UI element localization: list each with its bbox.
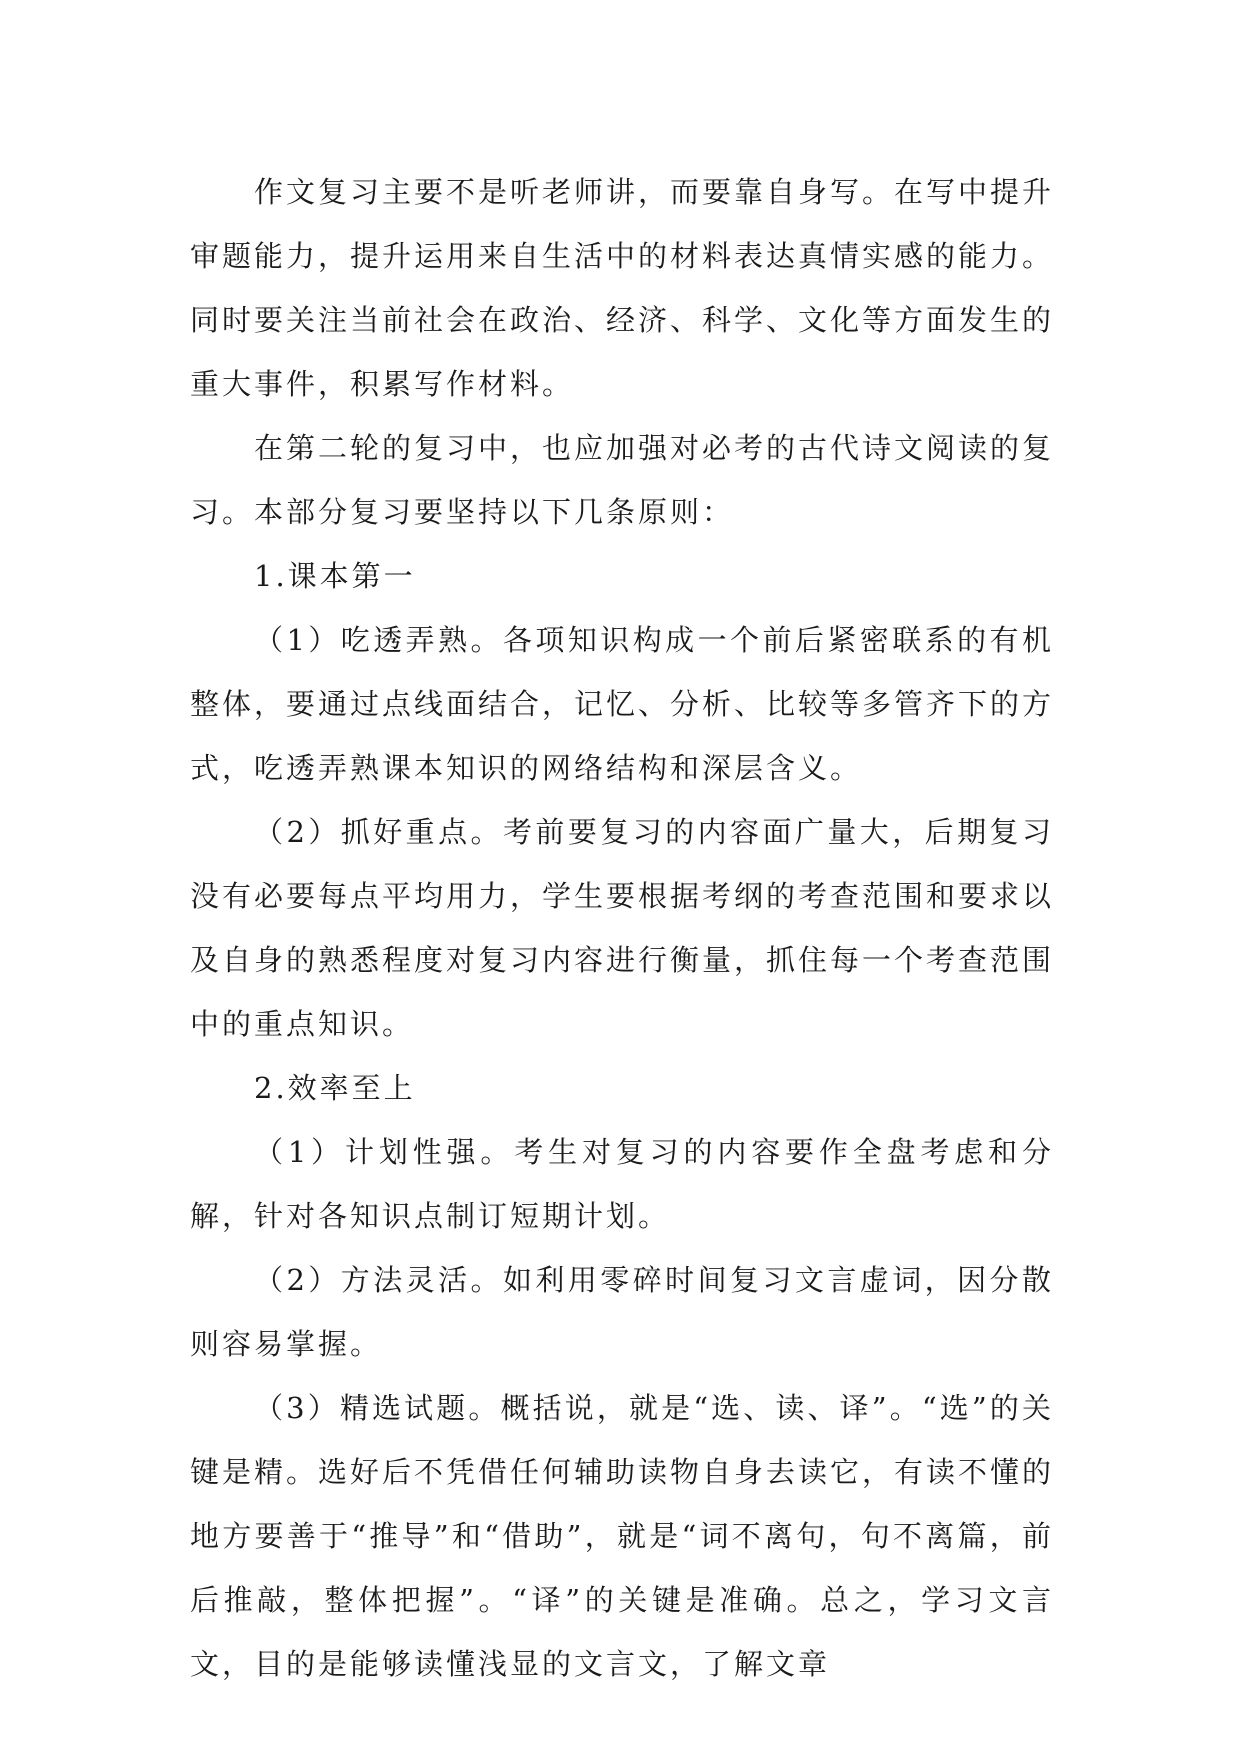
paragraph-essay-review: 作文复习主要不是听老师讲，而要靠自身写。在写中提升审题能力，提升运用来自生活中的材料表达真情实感的能力。同时要关注当前社会在政治、经济、科学、文化等方面发生的重大事件，积累写作材料。 <box>190 175 1055 401</box>
paragraph-focus-key-points: （2）抓好重点。考前要复习的内容面广量大，后期复习没有必要每点平均用力，学生要根据考纲的考查范围和要求以及自身的熟悉程度对复习内容进行衡量，抓住每一个考查范围中的重点知识。 <box>190 815 1055 1041</box>
paragraph-master-thoroughly: （1）吃透弄熟。各项知识构成一个前后紧密联系的有机整体，要通过点线面结合，记忆、分析、比较等多管齐下的方式，吃透弄熟课本知识的网络结构和深层含义。 <box>190 623 1055 785</box>
paragraph-classical-review-intro: 在第二轮的复习中，也应加强对必考的古代诗文阅读的复习。本部分复习要坚持以下几条原则： <box>190 431 1055 529</box>
paragraph-flexible-methods: （2）方法灵活。如利用零碎时间复习文言虚词，因分散则容易掌握。 <box>190 1263 1054 1361</box>
section-heading-efficiency-first: 2.效率至上 <box>254 1071 416 1105</box>
paragraph-select-questions: （3）精选试题。概括说，就是“选、读、译”。“选”的关键是精。选好后不凭借任何辅助读物自身去读它，有读不懂的地方要善于“推导”和“借助”，就是“词不离句，句不离篇，前后推敲，整体把握”。“译”的关键是准确。总之，学习文言文，目的是能够读懂浅显的文言文，了解文章 <box>190 1391 1055 1681</box>
document-body <box>190 160 1054 1696</box>
section-heading-textbook-first: 1.课本第一 <box>254 559 416 593</box>
paragraph-strong-planning: （1）计划性强。考生对复习的内容要作全盘考虑和分解，针对各知识点制订短期计划。 <box>190 1135 1054 1233</box>
